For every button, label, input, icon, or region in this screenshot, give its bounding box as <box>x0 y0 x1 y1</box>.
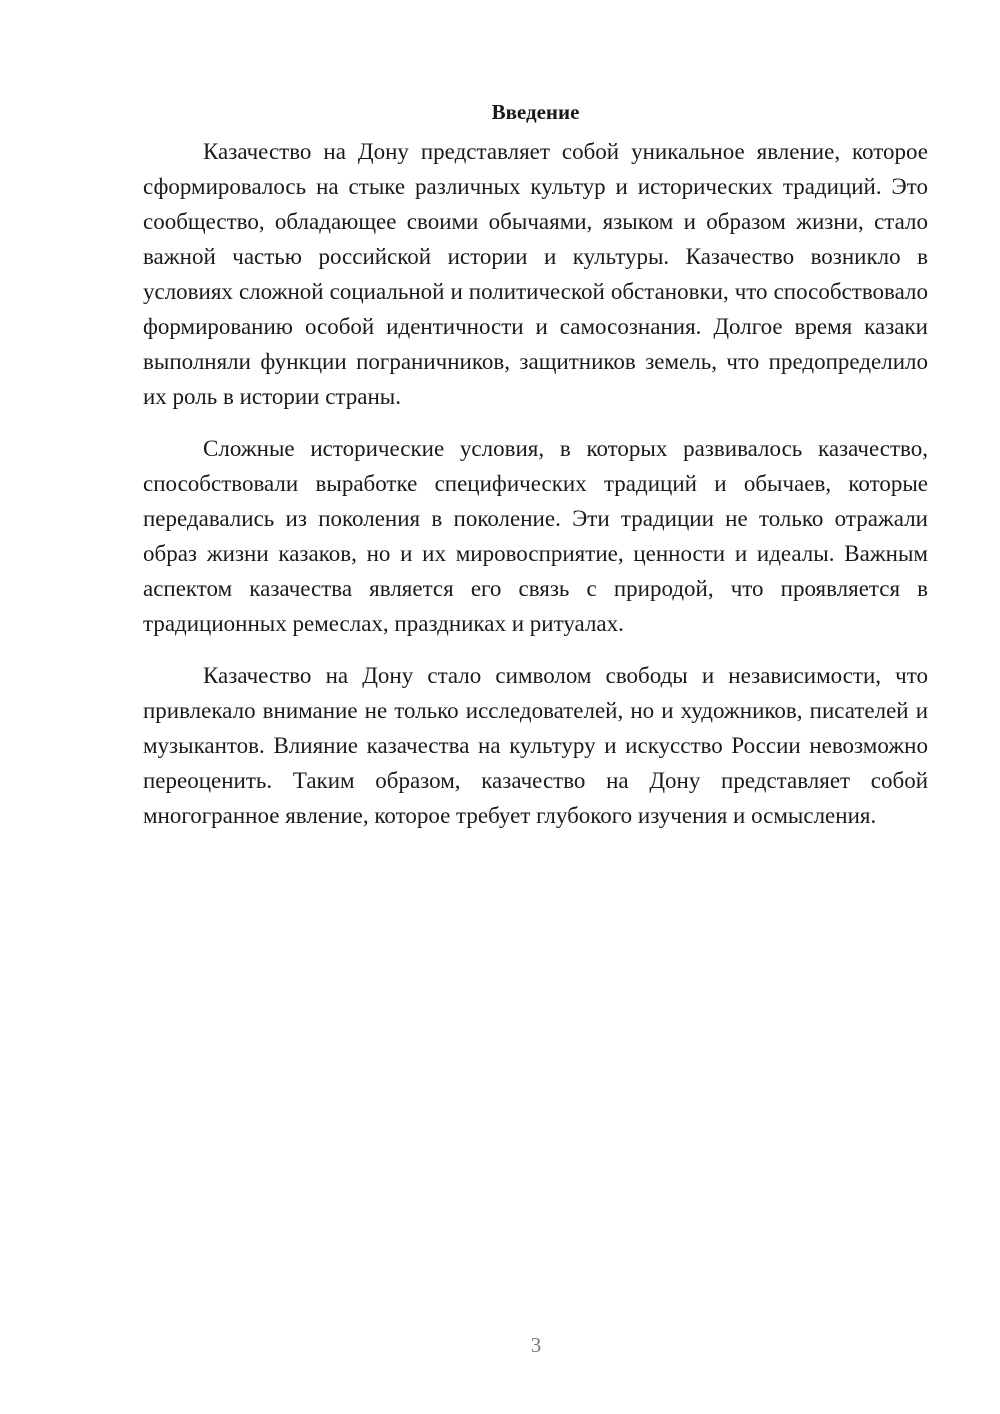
page-number: 3 <box>530 1333 542 1357</box>
section-title: Введение <box>491 100 580 124</box>
page-content <box>143 97 928 850</box>
paragraph-2: Сложные исторические условия, в которых развивалось казачество, способствовали выработке специфических традиций и обычаев, которые передавались из поколения в поколение. Эти традиции не только отражали образ жизни казаков, но и их мировосприятие, ценности и идеалы. Важным аспектом казачества является его связь с природой, что проявляется в традиционных ремеслах, праздниках и ритуалах. <box>143 436 928 636</box>
paragraph-3: Казачество на Дону стало символом свободы и независимости, что привлекало внимание не только исследователей, но и художников, писателей и музыкантов. Влияние казачества на культуру и искусство России невозможно переоценить. Таким образом, казачество на Дону представляет собой многогранное явление, которое требует глубокого изучения и осмысления. <box>143 663 928 828</box>
paragraph-1: Казачество на Дону представляет собой уникальное явление, которое сформировалось на стыке различных культур и исторических традиций. Это сообщество, обладающее своими обычаями, языком и образом жизни, стало важной частью российской истории и культуры. Казачество возникло в условиях сложной социальной и политической обстановки, что способствовало формированию особой идентичности и самосознания. Долгое время казаки выполняли функции пограничников, защитников земель, что предопределило их роль в истории страны. <box>143 139 928 409</box>
